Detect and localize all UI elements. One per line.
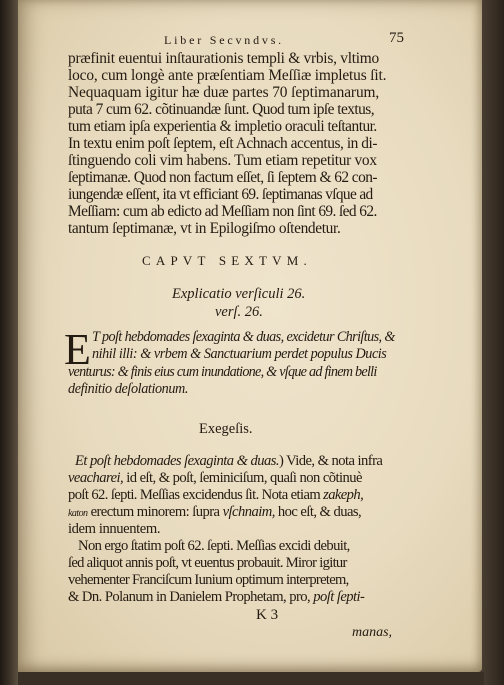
page-number: 75: [389, 30, 404, 46]
body-line: tantum ſeptimanæ, vt in Epilogiſmo oſtendetur.: [68, 220, 341, 237]
exegesis-line: [68, 572, 349, 589]
exegesis-italic: katon: [68, 508, 88, 519]
exegesis-roman: & Dn. Polanum in Danielem Prophetam, pro,: [68, 589, 314, 605]
page-bottom-shadow: [18, 672, 484, 685]
exegesis-title: Exegeſis.: [199, 421, 253, 437]
exegesis-roman: erectum minorem: ſupra: [87, 504, 223, 520]
chapter-title: CAPVT SEXTVM.: [142, 253, 312, 268]
body-line: præfinit euentui inſtaurationis templi & vrbis, vltimo: [68, 50, 379, 67]
verse-line: nihil illi: & vrbem & Sanctuarium perdet populus Ducis: [92, 346, 387, 362]
body-line: In textu enim poſt ſeptem, eſt Achnach accentus, in di-: [68, 135, 378, 152]
body-line: tum etiam ipſa experientia & impletio oraculi teſtantur.: [68, 118, 377, 135]
section-subtitle: Explicatio verſiculi 26.: [172, 286, 306, 302]
body-line: iungendæ eſſent, ita vt efficiant 69. ſeptimanas vſque ad: [68, 186, 373, 203]
exegesis-italic: veacharei,: [68, 470, 124, 486]
body-line: ſeptimanæ. Quod non factum eſſet, ſi ſeptem & 62 con-: [68, 169, 377, 186]
verse-line: venturus: & finis eius cum inundatione, & vſque ad finem belli: [68, 364, 377, 380]
exegesis-line: [75, 453, 382, 470]
body-line: Nequaquam igitur hæ duæ partes 70 ſeptimanarum,: [68, 84, 380, 101]
paper-sheet: [18, 0, 482, 672]
drop-cap-initial: E: [64, 325, 91, 374]
exegesis-line: [68, 470, 362, 487]
body-line: ſtinguendo coli vim habens. Tum etiam repetitur vox: [68, 152, 377, 169]
exegesis-line: [68, 487, 363, 504]
body-line: puta 7 cum 62. cõtinuandæ ſunt. Quod tum ipſe textus,: [68, 101, 374, 118]
exegesis-italic: Et poſt hebdomades ſexaginta & duas.: [75, 453, 279, 469]
exegesis-roman: id eſt, & poſt, ſeminiciſum, quaſi non cõtinuè: [123, 470, 362, 486]
verse-reference: verſ. 26.: [215, 304, 263, 320]
exegesis-line: [68, 521, 160, 538]
verse-line: definitio deſolationum.: [68, 381, 189, 397]
exegesis-line: [68, 504, 361, 522]
exegesis-italic: zakeph,: [323, 487, 364, 503]
exegesis-roman: ) Vide, & nota infra: [278, 453, 383, 469]
exegesis-roman: ſed aliquot annis poſt, vt euentus probauit. Miror igitur: [68, 555, 347, 571]
page-block-edge: [480, 0, 504, 685]
running-head: Liber Secvndvs.: [164, 33, 284, 47]
exegesis-line: [68, 589, 364, 606]
exegesis-roman: poſt 62. ſepti. Meſſias excidendus ſit. Nota etiam: [68, 487, 324, 503]
exegesis-italic: vſchnaim,: [222, 504, 275, 520]
exegesis-line: [68, 555, 347, 572]
exegesis-roman: Non ergo ſtatim poſt 62. ſepti. Meſſias excidi debuit,: [78, 538, 350, 554]
signature-mark: K 3: [256, 607, 279, 623]
exegesis-italic: poſt ſepti-: [313, 589, 365, 605]
catchword: manas,: [352, 625, 393, 640]
body-line: Meſſiam: cum ab edicto ad Meſſiam non ſint 69. ſed 62.: [68, 203, 377, 220]
exegesis-roman: idem innuentem.: [68, 521, 161, 537]
exegesis-roman: vehementer Franciſcum Iunium optimum interpretem,: [68, 572, 349, 588]
exegesis-roman: hoc eſt, & duas,: [274, 504, 362, 520]
verse-line: T poſt hebdomades ſexaginta & duas, excidetur Chriſtus, &: [92, 329, 395, 345]
exegesis-line: [78, 538, 350, 555]
body-line: loco, cum longè ante præſentiam Meſſiæ impletus ſit.: [68, 67, 387, 84]
